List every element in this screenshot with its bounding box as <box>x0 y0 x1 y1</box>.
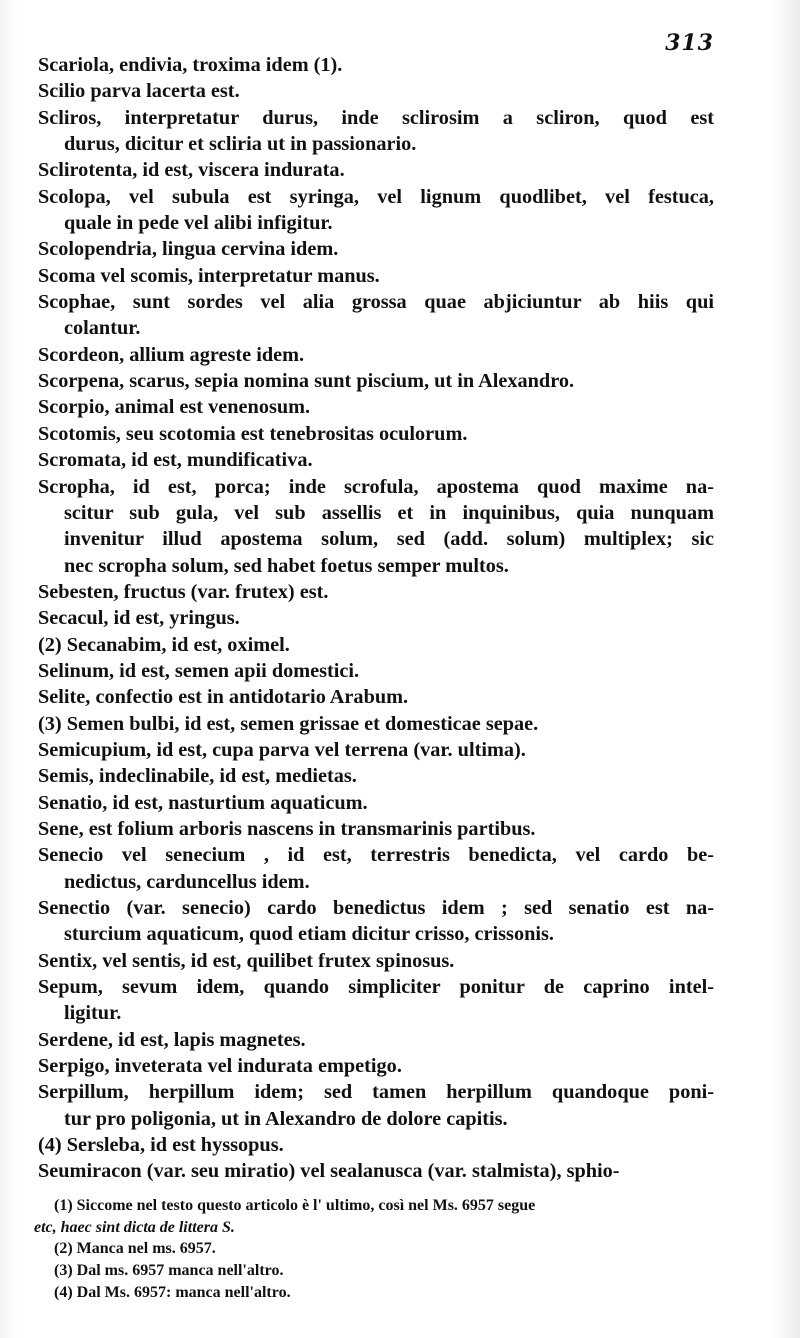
glossary-entry <box>38 236 714 262</box>
entry-line: (2) Secanabim, id est, oximel. <box>38 633 290 656</box>
entry-line: Scophae, sunt sordes vel alia grossa quae abjiciuntur ab hiis qui <box>38 291 714 314</box>
glossary-entry <box>38 763 714 789</box>
entry-continuation-line: quale in pede vel alibi infigitur. <box>64 212 333 235</box>
entry-line: Scromata, id est, mundificativa. <box>38 449 313 472</box>
footnote: (3) Dal ms. 6957 manca nell'altro. <box>54 1262 284 1280</box>
entry-continuation-line: tur pro poligonia, ut in Alexandro de dolore capitis. <box>64 1107 508 1130</box>
entry-line: Scolopa, vel subula est syringa, vel lignum quodlibet, vel festuca, <box>38 185 714 208</box>
entry-line: Semicupium, id est, cupa parva vel terrena (var. ultima). <box>38 738 526 761</box>
glossary-entry <box>38 605 714 631</box>
glossary-entry <box>38 342 714 368</box>
footnotes <box>34 1195 714 1304</box>
entry-line: Senatio, id est, nasturtium aquaticum. <box>38 791 368 814</box>
glossary-entry <box>38 368 714 394</box>
glossary-entry <box>38 1079 714 1132</box>
glossary-entry <box>38 447 714 473</box>
glossary-entry <box>38 579 714 605</box>
entry-line: Scropha, id est, porca; inde scrofula, apostema quod maxime na- <box>38 475 714 498</box>
glossary-entry <box>38 289 714 342</box>
entry-line: (4) Sersleba, id est hyssopus. <box>38 1134 284 1157</box>
glossary-entry <box>38 632 714 658</box>
entry-line: Selite, confectio est in antidotario Arabum. <box>38 686 409 709</box>
entry-line: Scoma vel scomis, interpretatur manus. <box>38 264 380 287</box>
footnote: (1) Siccome nel testo questo articolo è l' ultimo, così nel Ms. 6957 segue <box>54 1197 536 1214</box>
glossary-entry <box>38 78 714 104</box>
entry-continuation-line: sturcium aquaticum, quod etiam dicitur crisso, crissonis. <box>64 923 554 946</box>
entry-line: Sentix, vel sentis, id est, quilibet frutex spinosus. <box>38 949 455 972</box>
glossary-entry <box>38 737 714 763</box>
glossary-entry <box>38 263 714 289</box>
entry-line: Sepum, sevum idem, quando simpliciter ponitur de caprino intel- <box>38 976 714 999</box>
glossary-entry <box>38 658 714 684</box>
entry-line: Serdene, id est, lapis magnetes. <box>38 1028 306 1051</box>
entry-continuation-line: nec scropha solum, sed habet foetus semper multos. <box>64 554 509 577</box>
entry-line: Sclirotenta, id est, viscera indurata. <box>38 159 345 182</box>
entry-line: Serpillum, herpillum idem; sed tamen herpillum quandoque poni- <box>38 1081 714 1104</box>
entry-line: Serpigo, inveterata vel indurata empetigo. <box>38 1055 402 1078</box>
entry-line: Scordeon, allium agreste idem. <box>38 343 305 366</box>
footnote: etc, haec sint dicta de littera S. <box>34 1218 235 1236</box>
glossary-entry <box>38 184 714 237</box>
glossary-entry <box>38 421 714 447</box>
glossary-entry <box>38 790 714 816</box>
entry-continuation-line: ligitur. <box>64 1002 122 1025</box>
entry-line: Sene, est folium arboris nascens in transmarinis partibus. <box>38 817 536 840</box>
glossary-entry <box>38 394 714 420</box>
glossary-entry <box>38 1053 714 1079</box>
glossary-entry <box>38 895 714 948</box>
entry-line: Scorpio, animal est venenosum. <box>38 396 311 419</box>
glossary-entry <box>38 684 714 710</box>
entry-line: Scolopendria, lingua cervina idem. <box>38 238 339 261</box>
page-number: 313 <box>665 30 714 56</box>
entry-line: Selinum, id est, semen apii domestici. <box>38 659 360 682</box>
entry-line: Scorpena, scarus, sepia nomina sunt piscium, ut in Alexandro. <box>38 370 575 393</box>
entry-continuation-line: scitur sub gula, vel sub assellis et in inquinibus, quia nunquam <box>64 501 714 524</box>
glossary-entry <box>38 974 714 1027</box>
entry-line: Sebesten, fructus (var. frutex) est. <box>38 580 329 603</box>
entry-line: (3) Semen bulbi, id est, semen grissae et domesticae sepae. <box>38 712 539 735</box>
entry-line: Scliros, interpretatur durus, inde sclirosim a scliron, quod est <box>38 106 714 129</box>
entry-line: Senectio (var. senecio) cardo benedictus idem ; sed senatio est na- <box>38 897 714 919</box>
glossary-entries <box>38 52 714 1185</box>
entry-continuation-line: invenitur illud apostema solum, sed (add. solum) multiplex; sic <box>64 528 714 551</box>
entry-line: Scilio parva lacerta est. <box>38 80 240 103</box>
glossary-entry <box>38 948 714 974</box>
entry-line: Seumiracon (var. seu miratio) vel sealanusca (var. stalmista), sphio- <box>38 1160 620 1183</box>
glossary-entry <box>38 1027 714 1053</box>
entry-line: Scariola, endivia, troxima idem (1). <box>38 54 343 76</box>
glossary-entry <box>38 1158 714 1184</box>
glossary-entry <box>38 1132 714 1158</box>
glossary-entry <box>38 474 714 579</box>
entry-line: Semis, indeclinabile, id est, medietas. <box>38 765 357 788</box>
glossary-entry <box>38 816 714 842</box>
footnote: (2) Manca nel ms. 6957. <box>54 1240 216 1258</box>
glossary-entry <box>38 105 714 158</box>
entry-continuation-line: colantur. <box>64 317 141 340</box>
entry-line: Secacul, id est, yringus. <box>38 607 240 630</box>
footnote: (4) Dal Ms. 6957: manca nell'altro. <box>54 1283 291 1301</box>
glossary-entry <box>38 157 714 183</box>
glossary-entry <box>38 711 714 737</box>
entry-continuation-line: durus, dicitur et scliria ut in passionario. <box>64 133 417 156</box>
glossary-entry <box>38 842 714 895</box>
entry-line: Senecio vel senecium , id est, terrestris benedicta, vel cardo be- <box>38 844 714 867</box>
entry-line: Scotomis, seu scotomia est tenebrositas oculorum. <box>38 422 468 445</box>
glossary-entry <box>38 52 714 78</box>
entry-continuation-line: nedictus, carduncellus idem. <box>64 870 310 893</box>
